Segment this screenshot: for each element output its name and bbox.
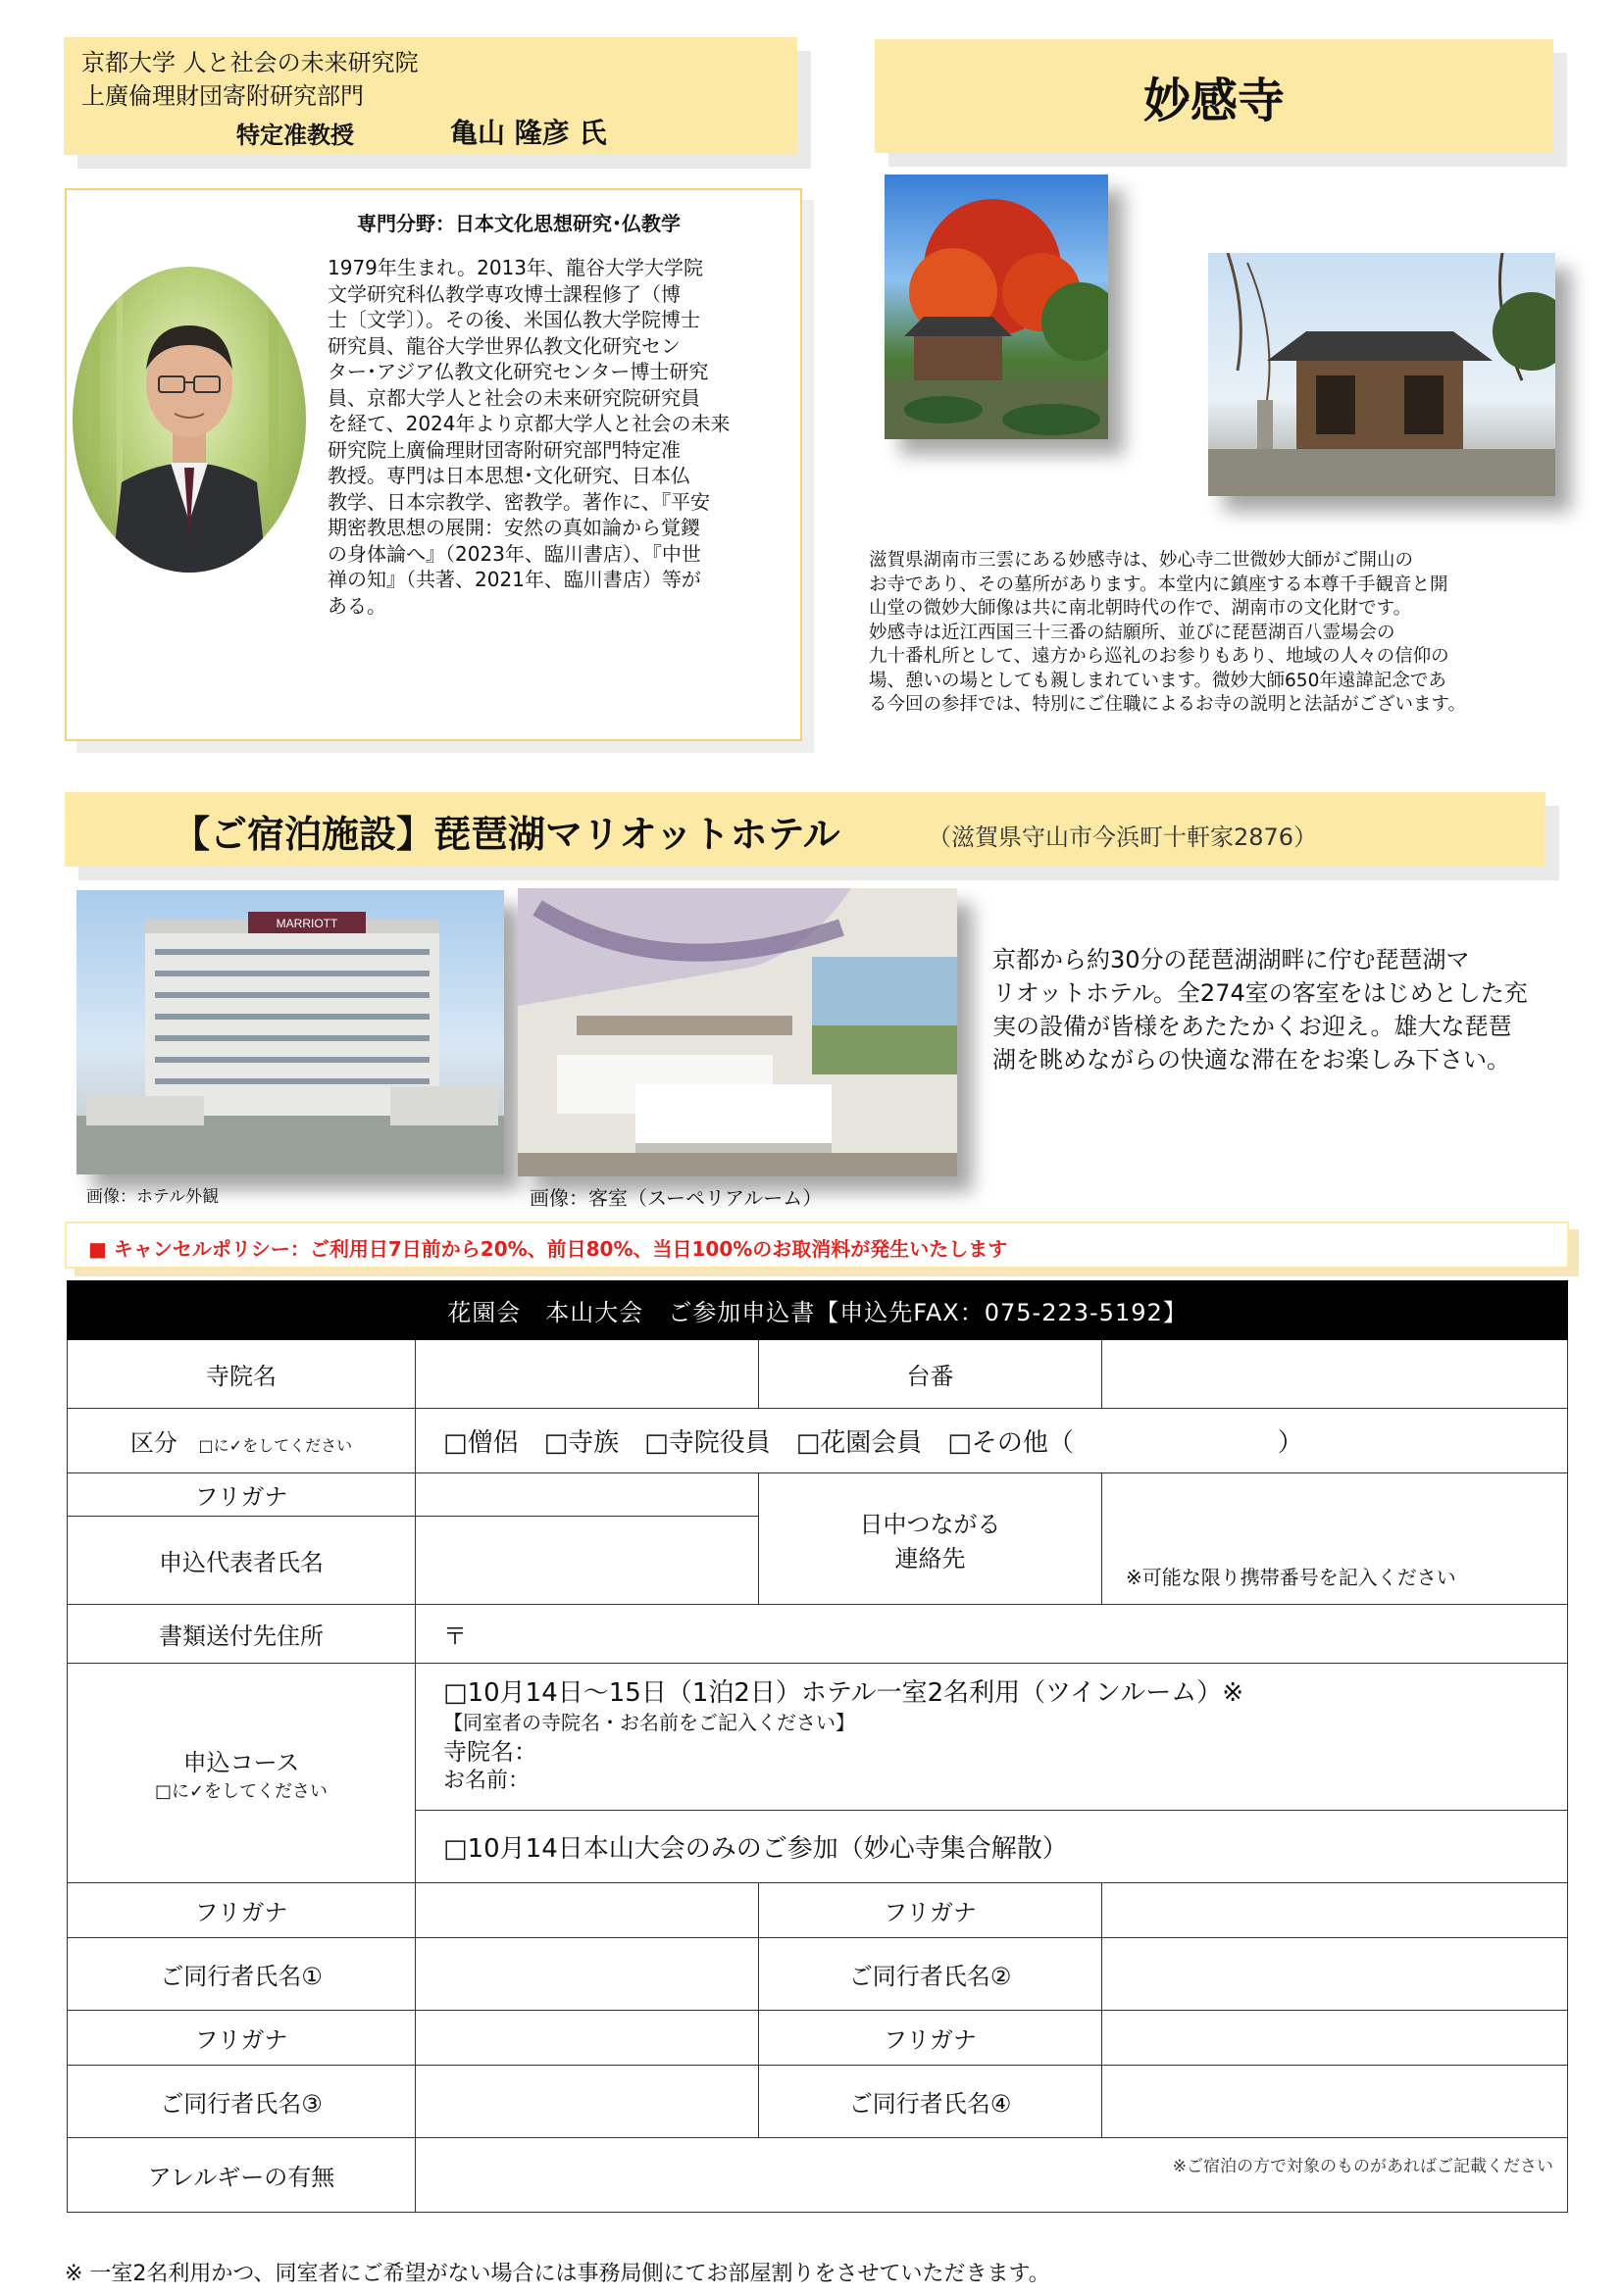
hotel-description [992,943,1581,1076]
hotel-desc-line: リオットホテル。全274室の客室をはじめとした充 [992,979,1528,1007]
hotel-photo-room [518,888,957,1176]
lecturer-bio-box [65,188,802,741]
lecturer-portrait [73,267,306,573]
application-form [67,1280,1568,2213]
contact-note: ※可能な限り携帯番号を記入ください [1126,1566,1456,1589]
bio-line: 期密教思想の展開：安然の真如論から覚鑁 [328,516,700,539]
course-option1-cell[interactable] [416,1664,1568,1811]
lecturer-org-line1: 京都大学 人と社会の未来研究院 [81,49,419,76]
hotel-desc-line: 湖を眺めながらの快適な滞在をお楽しみ下さい。 [992,1046,1510,1073]
companion3-field[interactable] [416,2066,759,2138]
lecturer-position: 特定准教授 [236,122,354,149]
companion4-furigana-label: フリガナ [759,2011,1102,2066]
hotel-photo-exterior [76,890,504,1174]
temple-desc-line: お寺であり、その墓所があります。本堂内に鎮座する本尊千手観音と開 [869,574,1448,595]
temple-desc-line: る今回の参拝では、特別にご住職によるお寺の説明と法話がございます。 [869,694,1467,715]
contact-label-line2: 連絡先 [894,1544,966,1572]
rep-furigana-field[interactable] [416,1473,759,1517]
daiban-field[interactable] [1102,1340,1568,1409]
temple-photo-autumn [885,175,1108,439]
form-header: 花園会 本山大会 ご参加申込書【申込先FAX：075-223-5192】 [68,1281,1568,1340]
hotel-desc-line: 実の設備が皆様をあたたかくお迎え。雄大な琵琶 [992,1013,1512,1040]
contact-label-line1: 日中つながる [859,1510,1001,1538]
temple-desc-line: 場、憩いの場としても親しまれています。微妙大師650年遠諱記念であ [869,670,1446,691]
lecturer-field: 専門分野：日本文化思想研究･仏教学 [357,212,681,235]
temple-title-box [875,39,1553,153]
temple-desc-line: 山堂の微妙大師像は共に南北朝時代の作で、湖南市の文化財です。 [869,598,1412,619]
allergy-field[interactable] [416,2138,1568,2213]
course-note: 【同室者の寺院名・お名前をご記入ください】 [443,1710,855,1734]
contact-field[interactable] [1102,1473,1568,1605]
companion2-label: ご同行者氏名② [759,1938,1102,2011]
companion1-field[interactable] [416,1938,759,2011]
temple-title: 妙感寺 [1142,74,1285,128]
bio-line: 員、京都大学人と社会の未来研究院研究員 [328,385,700,410]
daiban-label: 台番 [759,1340,1102,1409]
temple-name-label: 寺院名 [68,1340,416,1409]
lecturer-header-box [64,37,797,155]
category-label: 区分 [129,1429,177,1457]
category-label-cell [68,1409,416,1473]
cancel-policy-text: ■ キャンセルポリシー：ご利用日7日前から20%、前日80%、当日100%のお取消料が発生いたします [88,1237,1008,1261]
companion4-furigana-field[interactable] [1102,2011,1568,2066]
address-label: 書類送付先住所 [68,1605,416,1664]
lecturer-name: 亀山 隆彦 氏 [450,117,607,149]
temple-desc-line: 九十番札所として、遠方から巡礼のお参りもあり、地域の人々の信仰の [869,646,1449,667]
companion3-furigana-label: フリガナ [68,2011,416,2066]
hotel-heading: 【ご宿泊施設】琵琶湖マリオットホテル [173,813,840,856]
hotel-address: （滋賀県守山市今浜町十軒家2876） [928,824,1318,851]
companion4-field[interactable] [1102,2066,1568,2138]
companion3-furigana-field[interactable] [416,2011,759,2066]
postal-mark: 〒 [443,1622,467,1650]
rep-name-label: 申込代表者氏名 [68,1517,416,1605]
category-options[interactable]: □僧侶 □寺族 □寺院役員 □花園会員 □その他（ ） [416,1409,1568,1473]
lecturer-bio-text [328,255,788,619]
hotel-caption-room: 画像：客室（スーペリアルーム） [530,1186,823,1210]
bio-line: 1979年生まれ。2013年、龍谷大学大学院 [328,256,703,279]
bio-line: 研究員、龍谷大学世界仏教文化研究セン [328,333,681,358]
bio-line: 禅の知』（共著、2021年、臨川書店）等が [328,568,701,591]
allergy-label: アレルギーの有無 [68,2138,416,2213]
temple-desc-line: 滋賀県湖南市三雲にある妙感寺は、妙心寺二世微妙大師がご開山の [869,550,1414,571]
address-field[interactable] [416,1605,1568,1664]
course-option2[interactable]: □10月14日本山大会のみのご参加（妙心寺集合解散） [416,1811,1568,1883]
bio-line: の身体論へ』（2023年、臨川書店）、『中世 [328,541,701,566]
bio-line: ある。 [328,593,386,618]
temple-desc-line: 妙感寺は近江西国三十三番の結願所、並びに琵琶湖百八霊場会の [869,622,1395,643]
rep-furigana-label: フリガナ [68,1473,416,1517]
bio-line: 教学、日本宗教学、密教学。著作に、『平安 [328,489,710,514]
allergy-note: ※ご宿泊の方で対象のものがあればご記載ください [1172,2157,1554,2176]
contact-label-cell [759,1473,1102,1605]
temple-photo-hall [1208,253,1555,496]
companion2-field[interactable] [1102,1938,1568,2011]
cancel-policy-bar [65,1222,1569,1269]
course-name-field[interactable]: お名前： [443,1768,531,1793]
companion1-label: ご同行者氏名① [68,1938,416,2011]
companion2-furigana-label: フリガナ [759,1883,1102,1938]
course-option1[interactable]: □10月14日～15日（1泊2日）ホテル一室2名利用（ツインルーム）※ [443,1677,1243,1708]
portrait-illustration [73,267,306,573]
form-footnote: ※ 一室2名利用かつ、同室者にご希望がない場合には事務局側にてお部屋割りをさせていただきます。 [65,2262,1050,2286]
bio-line: 士〔文学〕）。その後、米国仏教大学院博士 [328,308,700,331]
companion2-furigana-field[interactable] [1102,1883,1568,1938]
companion1-furigana-label: フリガナ [68,1883,416,1938]
course-label: 申込コース [182,1749,300,1776]
lecturer-org-line2: 上廣倫理財団寄附研究部門 [81,82,364,110]
bio-line: 研究院上廣倫理財団寄附研究部門特定准 [328,437,681,462]
bio-line: 教授。専門は日本思想･文化研究、日本仏 [328,464,690,487]
course-temple-field[interactable]: 寺院名： [443,1737,537,1766]
course-label-cell [68,1664,416,1883]
companion3-label: ご同行者氏名③ [68,2066,416,2138]
companion4-label: ご同行者氏名④ [759,2066,1102,2138]
rep-name-field[interactable] [416,1517,759,1605]
temple-description [869,549,1585,718]
hotel-caption-exterior: 画像：ホテル外観 [86,1187,220,1207]
hotel-sign: MARRIOTT [276,917,338,930]
course-hint: □に✓をしてください [154,1781,329,1802]
bio-line: 文学研究科仏教学専攻博士課程修了（博 [328,281,681,306]
category-hint: □に✓をしてください [198,1436,353,1455]
bio-line: を経て、2024年より京都大学人と社会の未来 [328,412,731,435]
bio-line: ター･アジア仏教文化研究センター博士研究 [328,360,709,383]
companion1-furigana-field[interactable] [416,1883,759,1938]
temple-name-field[interactable] [416,1340,759,1409]
hotel-heading-box [65,792,1545,867]
hotel-desc-line: 京都から約30分の琵琶湖湖畔に佇む琵琶湖マ [992,946,1470,973]
